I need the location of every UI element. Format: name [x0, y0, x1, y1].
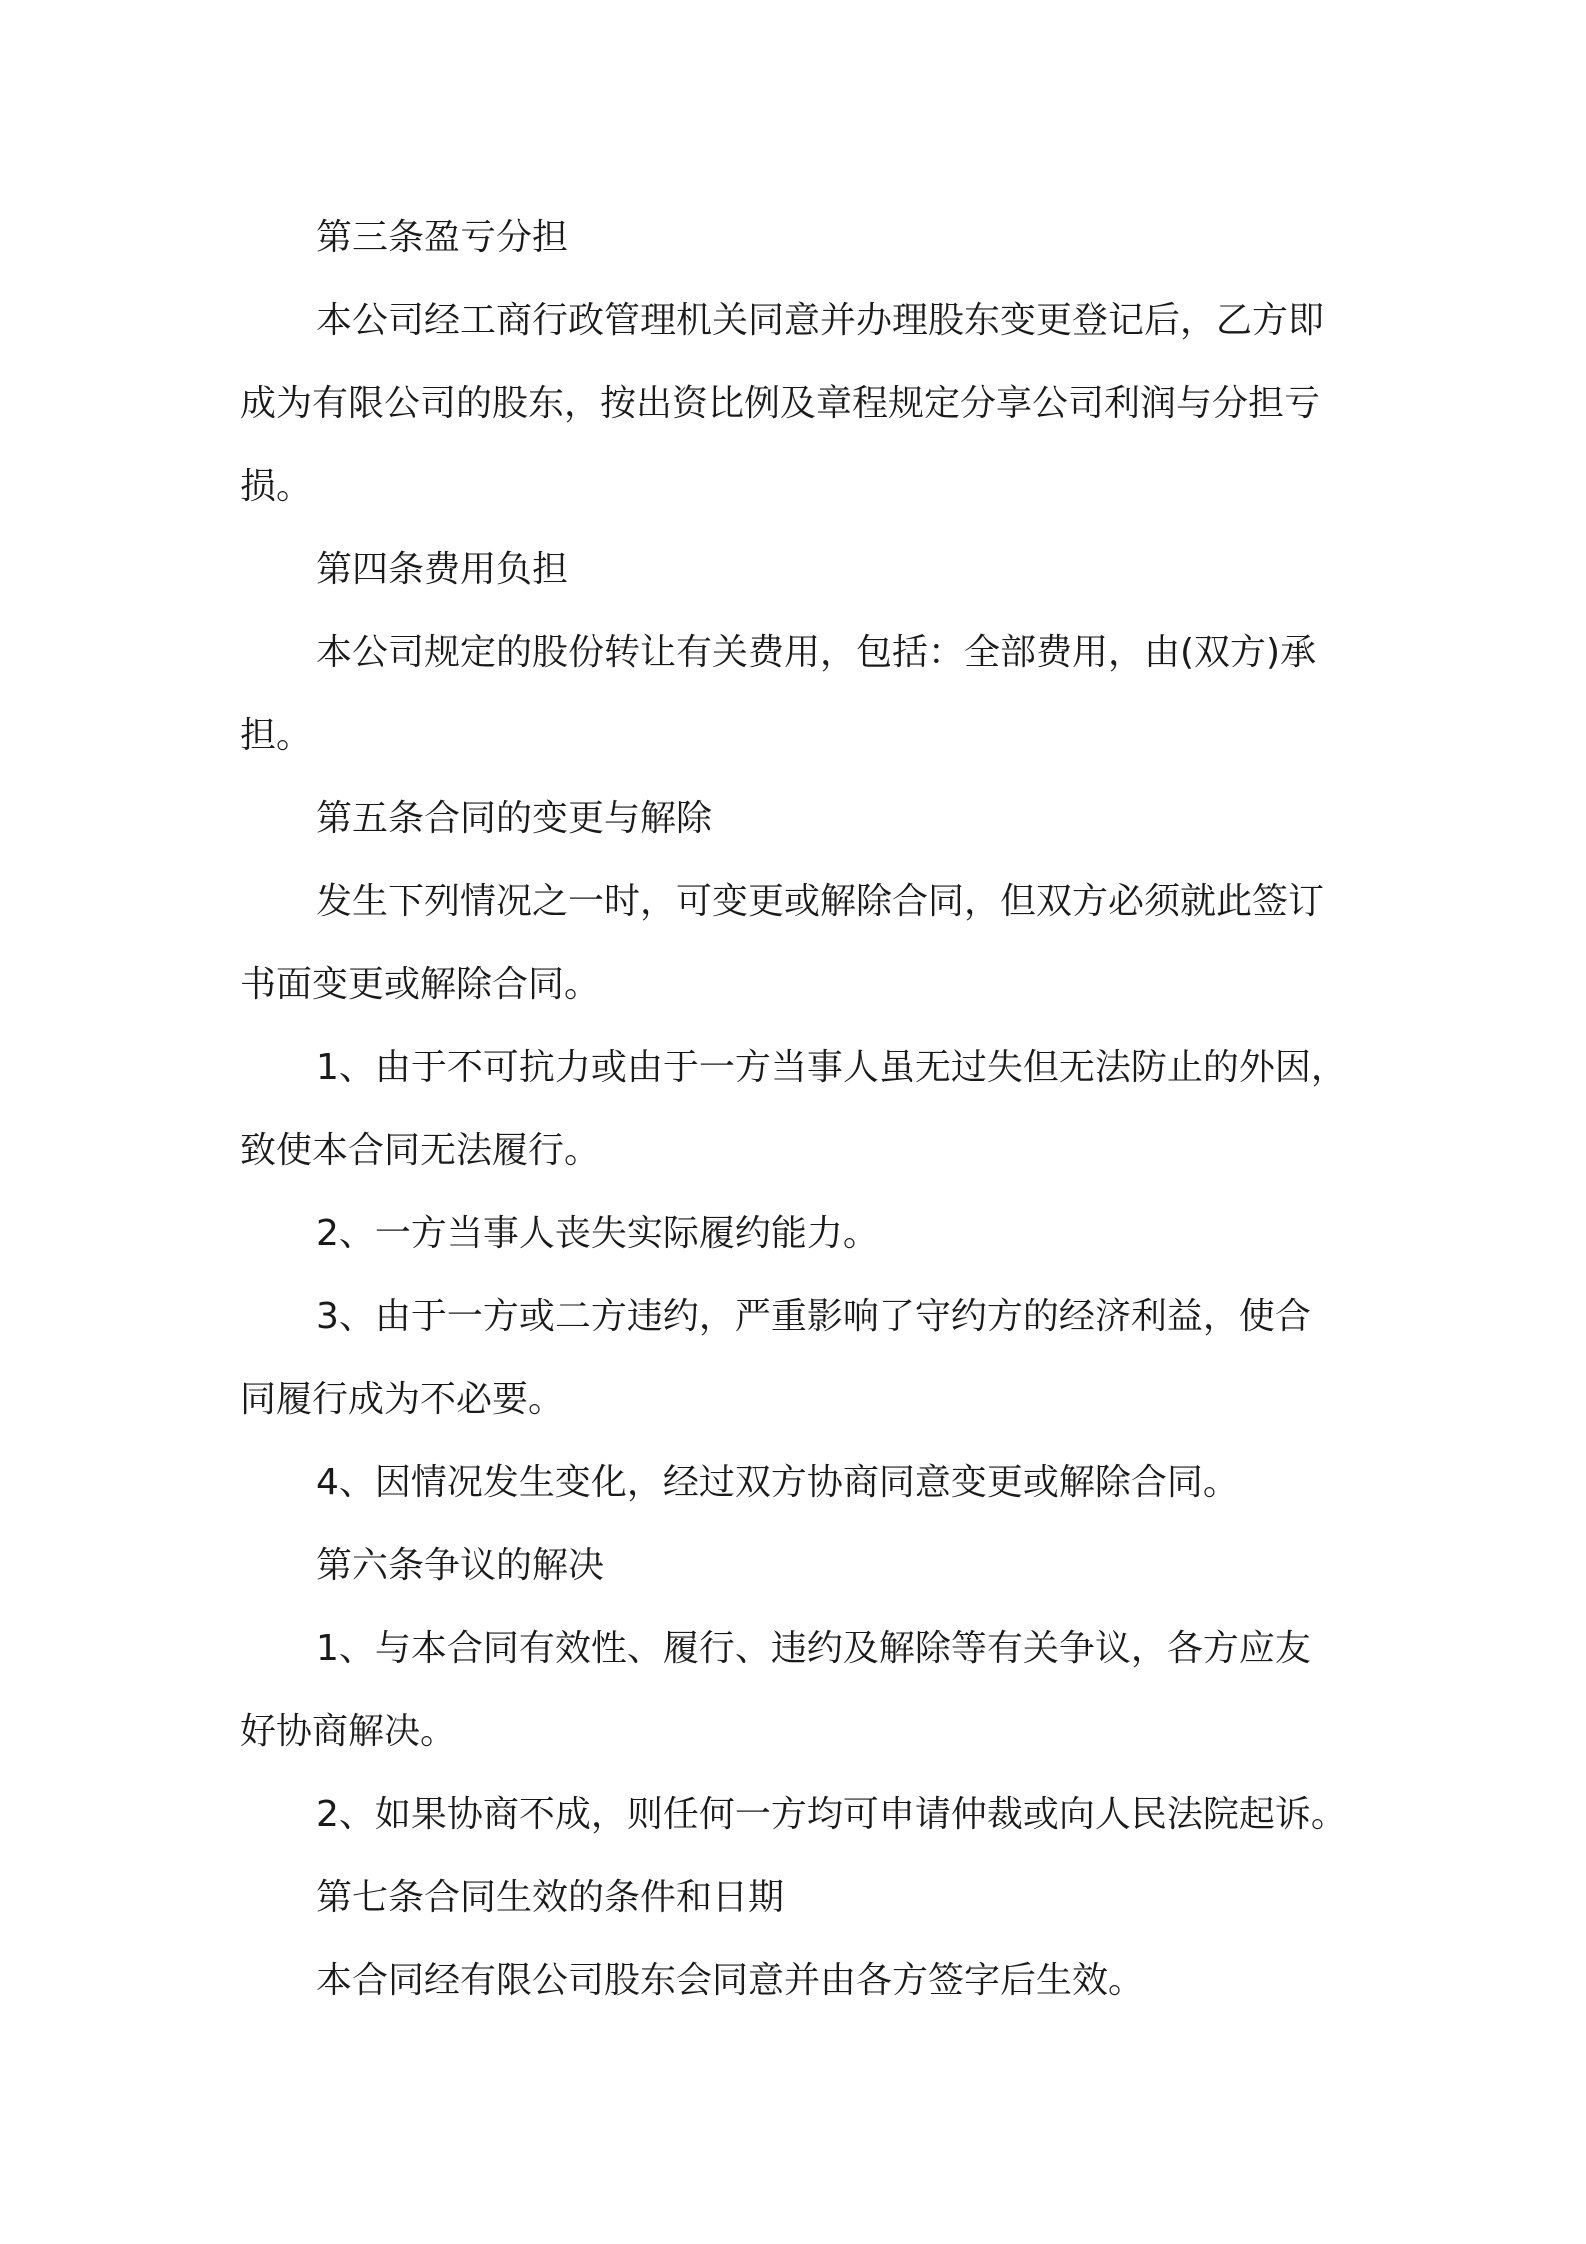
text-line: 同履行成为不必要。 [240, 1379, 565, 1420]
article-5-item-4 [240, 1441, 1360, 1524]
text-line: 担。 [240, 715, 313, 756]
text-line: 3、由于一方或二方违约，严重影响了守约方的经济利益，使合 [316, 1296, 1311, 1337]
text-line: 好协商解决。 [240, 1711, 457, 1752]
article-7-paragraph [240, 1939, 1360, 2022]
article-4-paragraph [240, 611, 1360, 777]
text-line: 本合同经有限公司股东会同意并由各方签字后生效。 [316, 1960, 1145, 2001]
text-line: 本公司规定的股份转让有关费用，包括：全部费用，由(双方)承 [316, 632, 1317, 673]
text-line: 发生下列情况之一时，可变更或解除合同，但双方必须就此签订 [316, 881, 1325, 922]
article-5-item-2 [240, 1192, 1360, 1275]
article-6-heading: 第六条争议的解决 [316, 1545, 605, 1586]
text-line: 1、由于不可抗力或由于一方当事人虽无过失但无法防止的外因， [316, 1047, 1347, 1088]
document-body [240, 196, 1360, 2022]
text-line: 致使本合同无法履行。 [240, 1130, 601, 1171]
article-5-item-3 [240, 1275, 1360, 1441]
text-line: 1、与本合同有效性、履行、违约及解除等有关争议，各方应友 [316, 1628, 1311, 1669]
text-line: 成为有限公司的股东，按出资比例及章程规定分享公司利润与分担亏 [240, 383, 1321, 424]
article-3-heading: 第三条盈亏分担 [316, 217, 569, 258]
text-line: 2、一方当事人丧失实际履约能力。 [316, 1213, 879, 1254]
article-6-item-2 [240, 1773, 1360, 1856]
text-line: 4、因情况发生变化，经过双方协商同意变更或解除合同。 [316, 1462, 1239, 1503]
article-7-heading: 第七条合同生效的条件和日期 [316, 1877, 785, 1918]
article-5-item-1 [240, 1026, 1360, 1192]
text-line: 损。 [240, 466, 313, 507]
article-4-heading: 第四条费用负担 [316, 549, 569, 590]
article-3-paragraph [240, 279, 1360, 528]
article-6-item-1 [240, 1607, 1360, 1773]
article-5-heading: 第五条合同的变更与解除 [316, 798, 713, 839]
text-line: 本公司经工商行政管理机关同意并办理股东变更登记后，乙方即 [316, 300, 1325, 341]
article-5-paragraph [240, 860, 1360, 1026]
text-line: 2、如果协商不成，则任何一方均可申请仲裁或向人民法院起诉。 [316, 1794, 1347, 1835]
text-line: 书面变更或解除合同。 [240, 964, 601, 1005]
